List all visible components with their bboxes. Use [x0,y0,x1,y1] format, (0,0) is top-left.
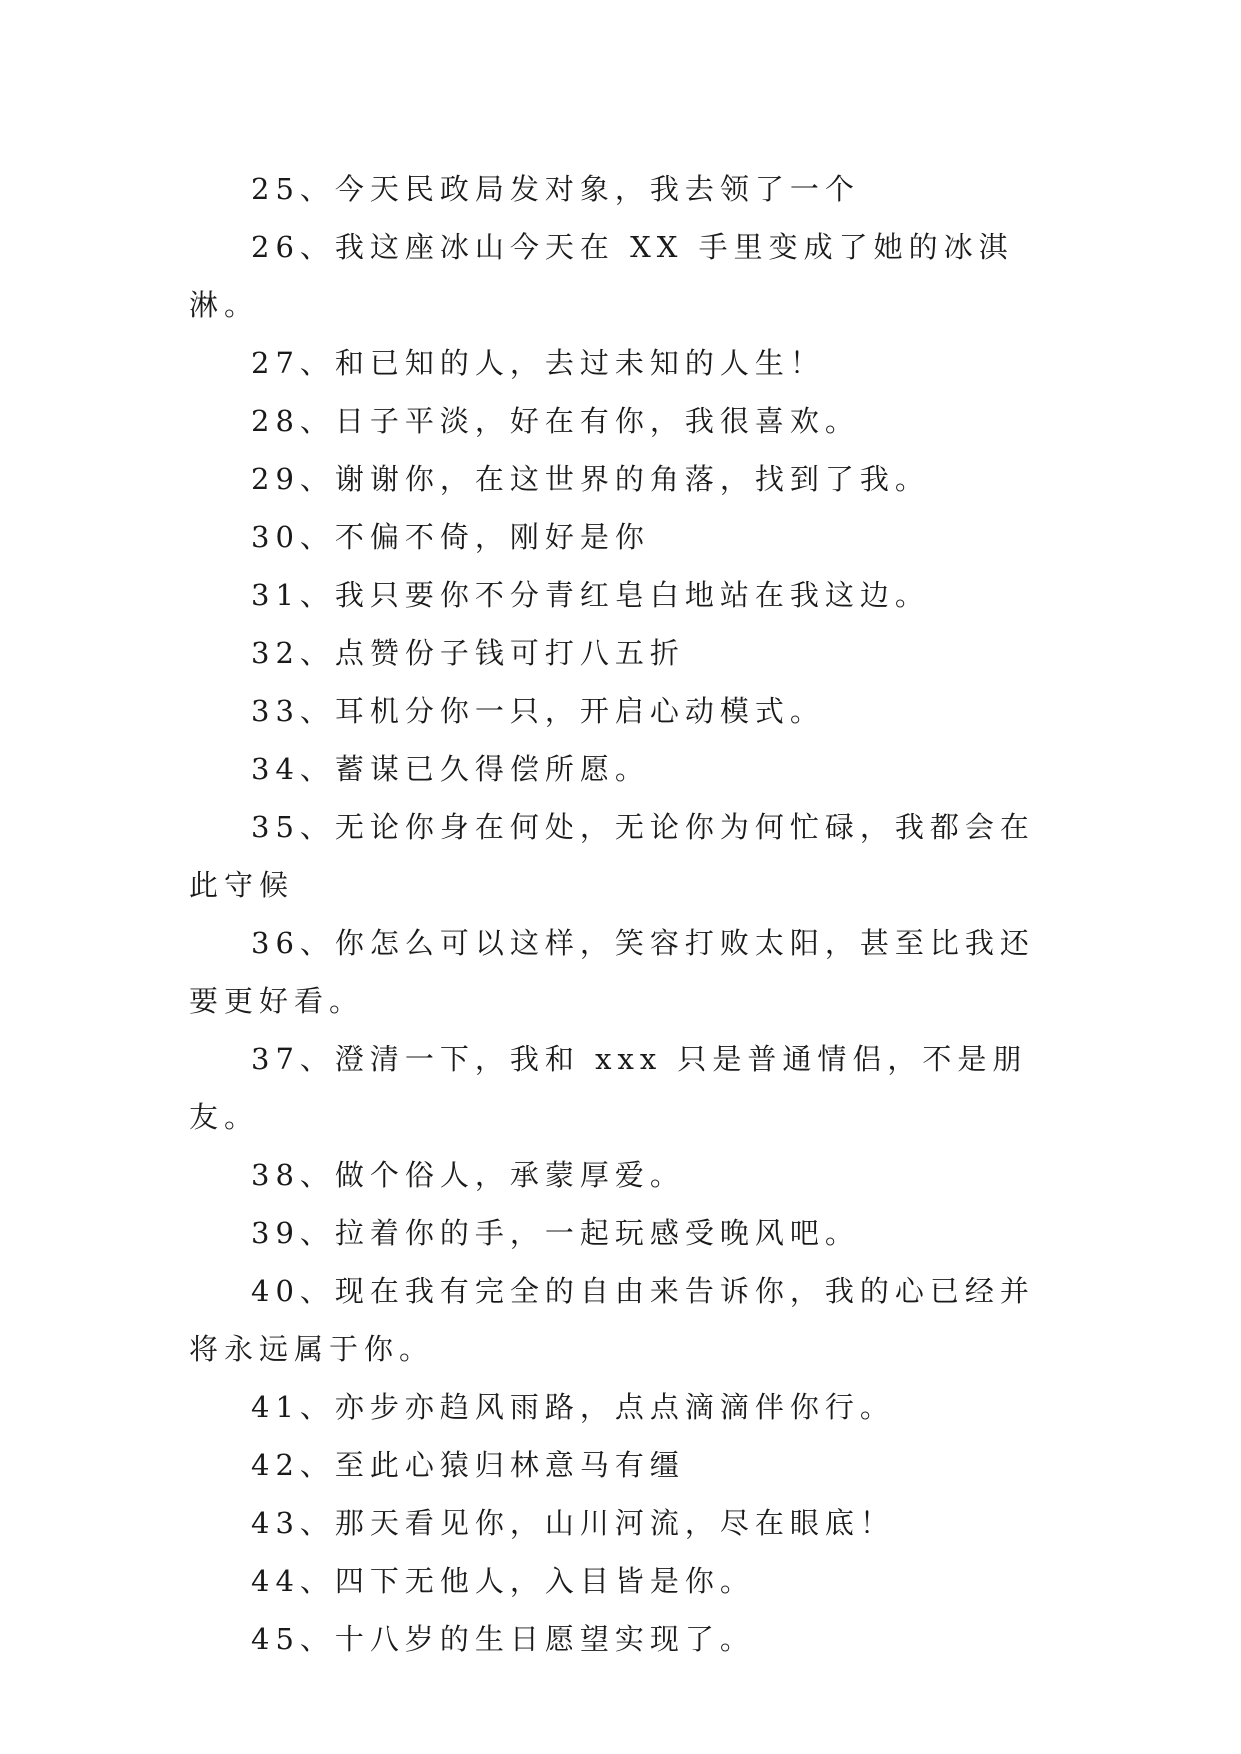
list-item: 29、谢谢你，在这世界的角落，找到了我。 [251,462,930,496]
list-item: 43、那天看见你，山川河流，尽在眼底！ [251,1506,895,1540]
list-item: 35、无论你身在何处，无论你为何忙碌，我都会在此守候 [189,810,1035,902]
list-item: 45、十八岁的生日愿望实现了。 [251,1622,755,1656]
list-item: 44、四下无他人，入目皆是你。 [251,1564,755,1598]
list-item: 32、点赞份子钱可打八五折 [251,636,685,670]
list-item: 38、做个俗人，承蒙厚爱。 [251,1158,685,1192]
list-item: 26、我这座冰山今天在 XX 手里变成了她的冰淇淋。 [189,230,1014,322]
list-item: 39、拉着你的手，一起玩感受晚风吧。 [251,1216,860,1250]
list-item: 42、至此心猿归林意马有缰 [251,1448,685,1482]
list-item: 30、不偏不倚，刚好是你 [251,520,650,554]
list-item: 36、你怎么可以这样，笑容打败太阳，甚至比我还要更好看。 [189,926,1035,1018]
list-item: 34、蓄谋已久得偿所愿。 [251,752,650,786]
list-item: 37、澄清一下，我和 xxx 只是普通情侣，不是朋友。 [189,1042,1028,1134]
list-item: 33、耳机分你一只，开启心动模式。 [251,694,825,728]
list-item: 41、亦步亦趋风雨路，点点滴滴伴你行。 [251,1390,895,1424]
list-item: 40、现在我有完全的自由来告诉你，我的心已经并将永远属于你。 [189,1274,1035,1366]
list-item: 25、今天民政局发对象，我去领了一个 [251,172,860,206]
list-item: 27、和已知的人，去过未知的人生！ [251,346,825,380]
document-body [189,160,1049,1668]
list-item: 31、我只要你不分青红皂白地站在我这边。 [251,578,930,612]
list-item: 28、日子平淡，好在有你，我很喜欢。 [251,404,860,438]
